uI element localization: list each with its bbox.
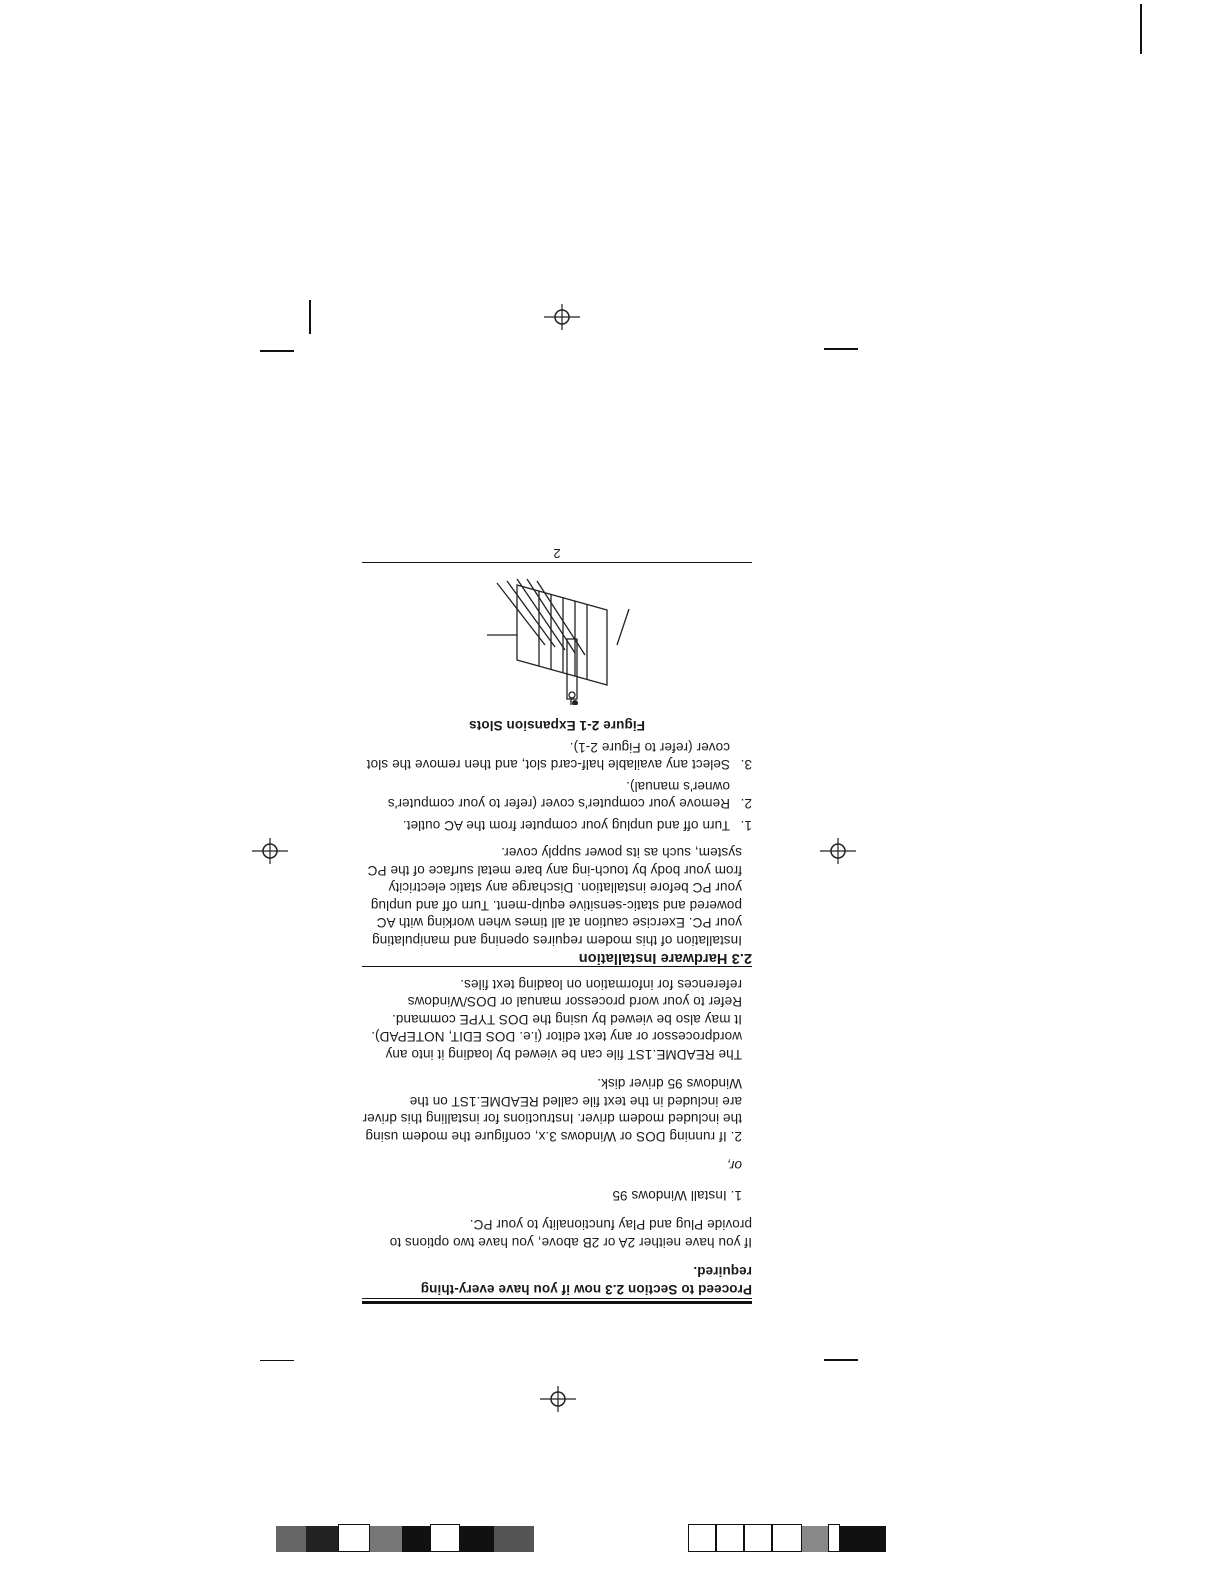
crop-mark-top-left [824, 1359, 858, 1361]
section-top-rule [362, 1301, 752, 1304]
step-number: 2. [740, 796, 752, 812]
page-number: 2 [553, 546, 561, 561]
crop-mark-bottom-left [824, 348, 858, 350]
registration-mark-right [250, 836, 290, 866]
step-item [362, 778, 752, 813]
step-text: Turn off and unplug your computer from the AC outlet. [402, 818, 730, 833]
section-divider [362, 967, 752, 968]
section-top-rule-thin [362, 1298, 752, 1299]
hardware-intro: Installation of this modem requires opening and manipulating your PC. Exercise caution at all times when working with AC powered and static-sensitive equip-ment. Turn off and unplug your PC before installation. Discharge any static electricity from your body by touch-ing any bare metal surface of the PC system, such as its power supply cover. [367, 845, 742, 948]
footer-rule [362, 562, 752, 563]
registration-mark-top [538, 1384, 578, 1414]
crop-mark-top-right [260, 1360, 294, 1361]
crop-mark-bottom-right [260, 350, 294, 352]
calibration-strip-right [276, 1526, 534, 1552]
expansion-slots-illustration [477, 575, 637, 705]
readme-paragraph: The README.1ST file can be viewed by loading it into any wordprocessor or any text editor (i.e. DOS EDIT, NOTEPAD). It may also be viewed by using the DOS TYPE command. Refer to your word processor manual or DOS/Windows references for information on loading text files. [371, 977, 742, 1062]
text-column [362, 545, 752, 1305]
option-1: 1. Install Windows 95 [612, 1188, 742, 1203]
crop-mark-vertical-right [309, 300, 311, 334]
step-item [362, 817, 752, 835]
proceed-heading: Proceed to Section 2.3 now if you have every-thing required. [420, 1264, 752, 1297]
section-heading: 2.3 Hardware Installation [578, 950, 752, 967]
step-text: Select any available half-card slot, and then remove the slot cover (refer to Figure 2-1). [366, 740, 730, 773]
crop-mark-edge-left [1140, 4, 1142, 54]
step-text: Remove your computer's cover (refer to your computer's owner's manual). [387, 779, 730, 812]
step-number: 1. [740, 818, 752, 833]
calibration-strip-left [688, 1526, 886, 1552]
step-number: 3. [740, 757, 752, 773]
figure-caption: Figure 2-1 Expansion Slots [469, 718, 645, 734]
installation-steps [362, 739, 752, 835]
or-label: or, [726, 1158, 742, 1174]
options-paragraph: If you have neither 2A or 2B above, you have two options to provide Plug and Play functionality to your PC. [389, 1217, 752, 1250]
step-item [362, 739, 752, 774]
registration-mark-bottom [542, 302, 582, 332]
option-2: 2. If running DOS or Windows 3.x, configure the modem using the included modem driver. Instructions for installing this driver are included in the text file called README.1ST on the Windows 95 driver disk. [362, 1076, 742, 1144]
registration-mark-left [818, 836, 858, 866]
